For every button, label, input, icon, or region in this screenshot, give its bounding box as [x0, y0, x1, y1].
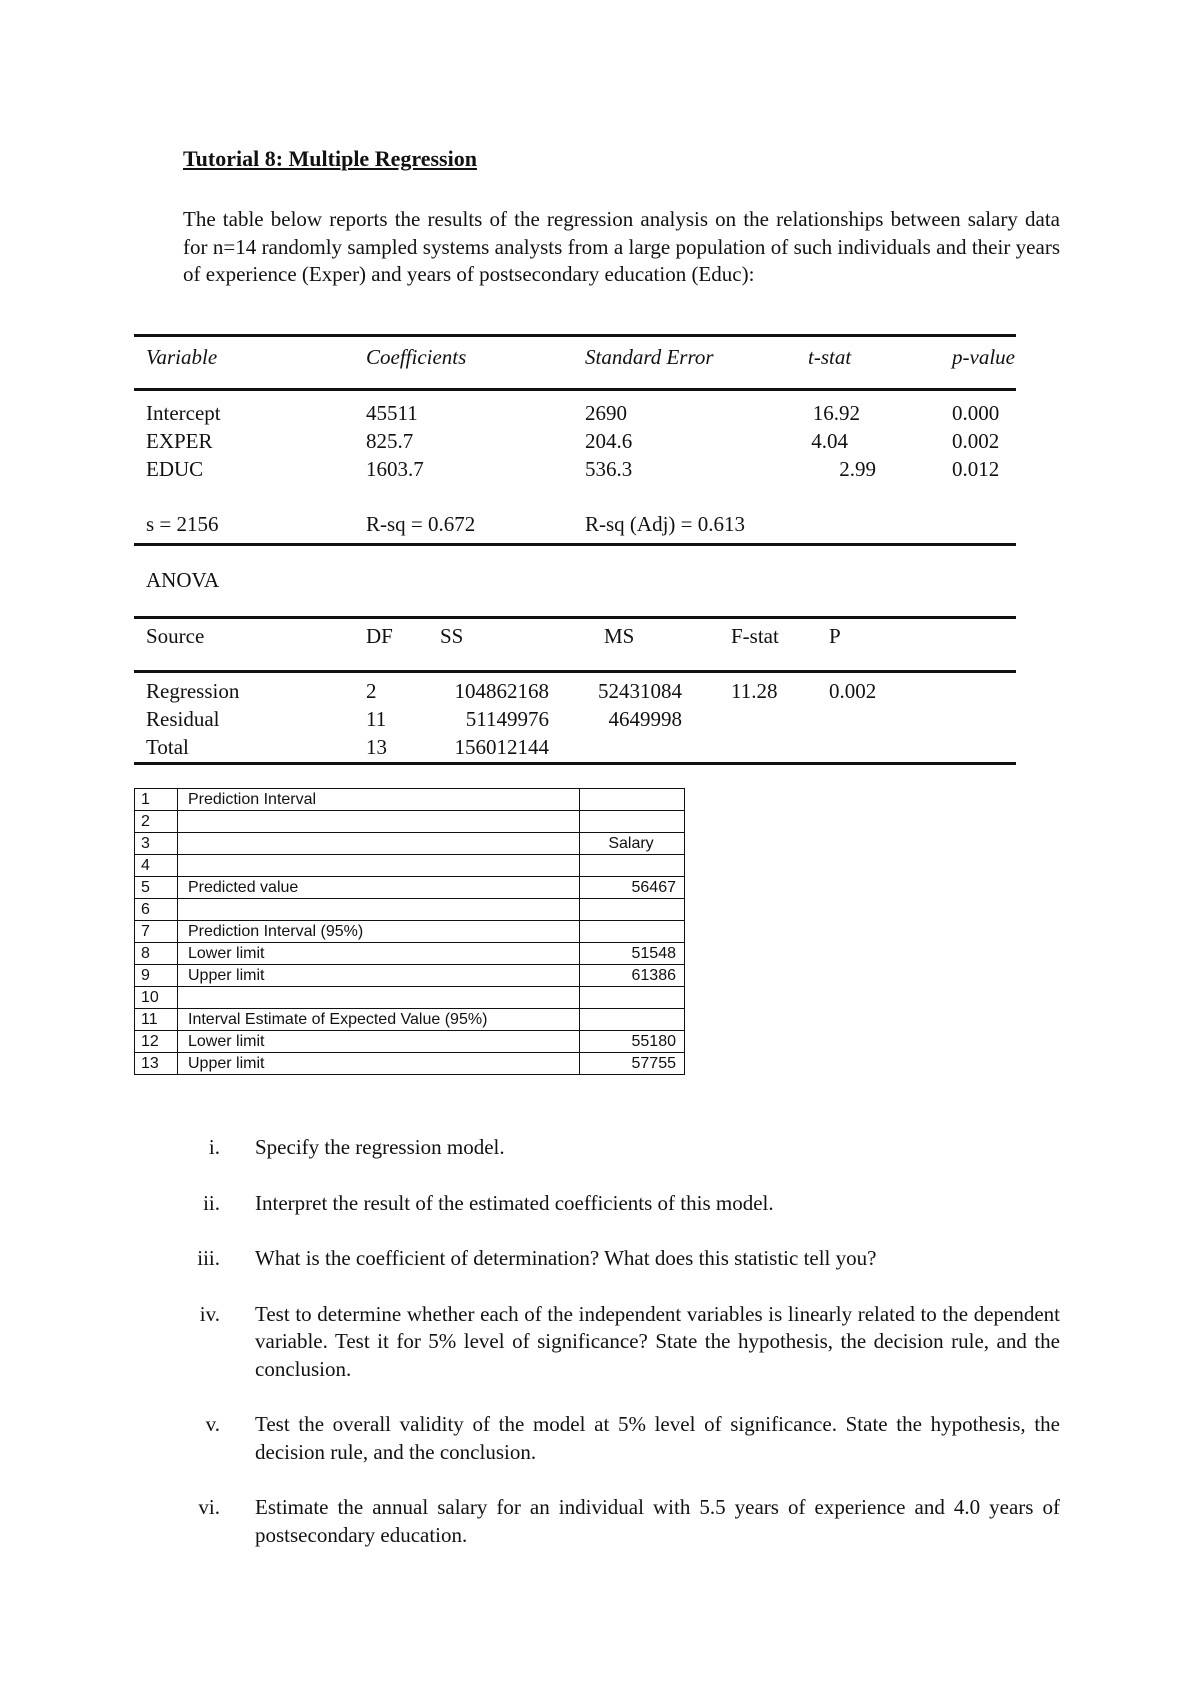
- grid-value-cell: 55180: [580, 1031, 685, 1053]
- grid-value-cell: [580, 811, 685, 833]
- anova-cell: 104862168: [454, 679, 549, 703]
- table-cell: 536.3: [585, 457, 633, 481]
- grid-row-number: 5: [135, 877, 178, 899]
- anova-cell: 11: [366, 707, 387, 731]
- grid-row-number: 9: [135, 965, 178, 987]
- header-standard-error: Standard Error: [585, 345, 714, 369]
- anova-rule-bottom: [134, 762, 1016, 765]
- anova-header-source: Source: [146, 624, 205, 648]
- anova-cell: 0.002: [829, 679, 877, 703]
- anova-cell: Residual: [146, 707, 220, 731]
- question-text: Test the overall validity of the model at 5% level of significance. State the hypothesis, the decision rule, and the conclusion.: [255, 1412, 1060, 1464]
- table-cell: 0.012: [952, 457, 1000, 481]
- table-cell: 825.7: [366, 429, 414, 453]
- grid-row: [135, 921, 685, 943]
- anova-cell: 2: [366, 679, 377, 703]
- grid-row-number: 6: [135, 899, 178, 921]
- grid-label-cell: Predicted value: [178, 877, 580, 899]
- anova-cell: 52431084: [598, 679, 682, 703]
- question-item: [160, 1301, 1060, 1384]
- question-number: iii.: [197, 1246, 220, 1270]
- grid-row-number: 11: [135, 1009, 178, 1031]
- anova-cell: 4649998: [608, 707, 682, 731]
- grid-label-cell: [178, 811, 580, 833]
- summary-r-sq: R-sq = 0.672: [366, 512, 476, 536]
- header-variable: Variable: [146, 345, 218, 369]
- grid-value-cell: [580, 921, 685, 943]
- question-item: [160, 1494, 1060, 1549]
- grid-row-number: 4: [135, 855, 178, 877]
- grid-row: [135, 789, 685, 811]
- table-cell: 2690: [585, 401, 627, 425]
- question-text: Interpret the result of the estimated coefficients of this model.: [255, 1190, 774, 1215]
- anova-cell: Regression: [146, 679, 240, 703]
- grid-value-cell: [580, 987, 685, 1009]
- anova-header-ss: SS: [440, 624, 464, 648]
- grid-label-cell: [178, 899, 580, 921]
- grid-row-number: 2: [135, 811, 178, 833]
- grid-label-cell: Prediction Interval: [178, 789, 580, 811]
- question-number: i.: [208, 1135, 220, 1159]
- grid-value-cell: Salary: [580, 833, 685, 855]
- question-number: iv.: [199, 1301, 220, 1326]
- anova-label: ANOVA: [146, 568, 220, 592]
- anova-cell: 11.28: [731, 679, 778, 703]
- header-coefficients: Coefficients: [366, 345, 467, 369]
- grid-value-cell: 56467: [580, 877, 685, 899]
- question-text: Estimate the annual salary for an individual with 5.5 years of experience and 4.0 years of postsecondary education.: [255, 1495, 1060, 1547]
- table-cell: 204.6: [585, 429, 633, 453]
- anova-rule-top: [134, 616, 1016, 619]
- anova-header-df: DF: [366, 624, 393, 648]
- grid-row-number: 3: [135, 833, 178, 855]
- table-cell: EXPER: [146, 429, 213, 453]
- anova-cell: 51149976: [465, 707, 549, 731]
- page-title: Tutorial 8: Multiple Regression: [183, 146, 477, 171]
- grid-label-cell: [178, 855, 580, 877]
- anova-rule-header: [134, 670, 1016, 673]
- table-cell: 0.002: [952, 429, 1000, 453]
- question-number: vi.: [198, 1495, 220, 1519]
- grid-row: [135, 877, 685, 899]
- question-number: ii.: [203, 1190, 220, 1215]
- intro-paragraph: The table below reports the results of the regression analysis on the relationships between salary data for n=14 randomly sampled systems analysts from a large population of such individuals and their years of experience (Exper) and years of postsecondary education (Educ):: [183, 207, 1060, 286]
- anova-cell: Total: [146, 735, 189, 759]
- question-item: [160, 1190, 1060, 1218]
- grid-row: [135, 899, 685, 921]
- question-item: [160, 1411, 1060, 1466]
- grid-row-number: 10: [135, 987, 178, 1009]
- header-t-stat: t-stat: [808, 345, 852, 369]
- table-rule-bottom: [134, 543, 1016, 546]
- anova-header-p: P: [829, 624, 841, 648]
- grid-label-cell: Lower limit: [178, 943, 580, 965]
- anova-cell: 13: [366, 735, 387, 759]
- table-cell: EDUC: [146, 457, 204, 481]
- question-text: Specify the regression model.: [255, 1135, 505, 1159]
- anova-header-ms: MS: [604, 624, 635, 648]
- grid-label-cell: Interval Estimate of Expected Value (95%): [178, 1009, 580, 1031]
- anova-header-f-stat: F-stat: [731, 624, 779, 648]
- table-cell: Intercept: [146, 401, 221, 425]
- grid-row: [135, 833, 685, 855]
- grid-row: [135, 855, 685, 877]
- question-list: [160, 1134, 1060, 1577]
- table-cell: 0.000: [952, 401, 1000, 425]
- prediction-interval-grid: [134, 788, 685, 1075]
- grid-row: [135, 1031, 685, 1053]
- grid-row: [135, 987, 685, 1009]
- grid-value-cell: [580, 1009, 685, 1031]
- table-rule-top: [134, 334, 1016, 337]
- grid-row-number: 13: [135, 1053, 178, 1075]
- grid-value-cell: [580, 899, 685, 921]
- table-cell: 16.92: [812, 401, 860, 425]
- grid-label-cell: Lower limit: [178, 1031, 580, 1053]
- table-cell: 45511: [366, 401, 418, 425]
- grid-row-number: 8: [135, 943, 178, 965]
- grid-row: [135, 943, 685, 965]
- question-item: [160, 1134, 1060, 1162]
- grid-value-cell: 51548: [580, 943, 685, 965]
- table-cell: 2.99: [839, 457, 876, 481]
- grid-label-cell: Upper limit: [178, 1053, 580, 1075]
- grid-label-cell: Upper limit: [178, 965, 580, 987]
- grid-label-cell: [178, 987, 580, 1009]
- grid-row: [135, 1053, 685, 1075]
- question-text: Test to determine whether each of the independent variables is linearly related to the dependent variable. Test it for 5% level of significance? State the hypothesis, the decision rule, and the conclusion.: [255, 1301, 1060, 1381]
- grid-row-number: 12: [135, 1031, 178, 1053]
- grid-label-cell: Prediction Interval (95%): [178, 921, 580, 943]
- grid-row-number: 1: [135, 789, 178, 811]
- grid-value-cell: 61386: [580, 965, 685, 987]
- question-text: What is the coefficient of determination? What does this statistic tell you?: [255, 1246, 877, 1270]
- table-cell: 1603.7: [366, 457, 424, 481]
- table-rule-header: [134, 388, 1016, 391]
- table-cell: 4.04: [811, 429, 848, 453]
- grid-row: [135, 811, 685, 833]
- header-p-value: p-value: [952, 345, 1015, 369]
- grid-value-cell: [580, 789, 685, 811]
- question-item: [160, 1245, 1060, 1273]
- grid-value-cell: 57755: [580, 1053, 685, 1075]
- summary-s: s = 2156: [146, 512, 219, 536]
- summary-r-sq-adj: R-sq (Adj) = 0.613: [585, 512, 746, 536]
- grid-label-cell: [178, 833, 580, 855]
- grid-row-number: 7: [135, 921, 178, 943]
- grid-value-cell: [580, 855, 685, 877]
- grid-row: [135, 1009, 685, 1031]
- grid-row: [135, 965, 685, 987]
- anova-cell: 156012144: [454, 735, 549, 759]
- question-number: v.: [205, 1412, 220, 1436]
